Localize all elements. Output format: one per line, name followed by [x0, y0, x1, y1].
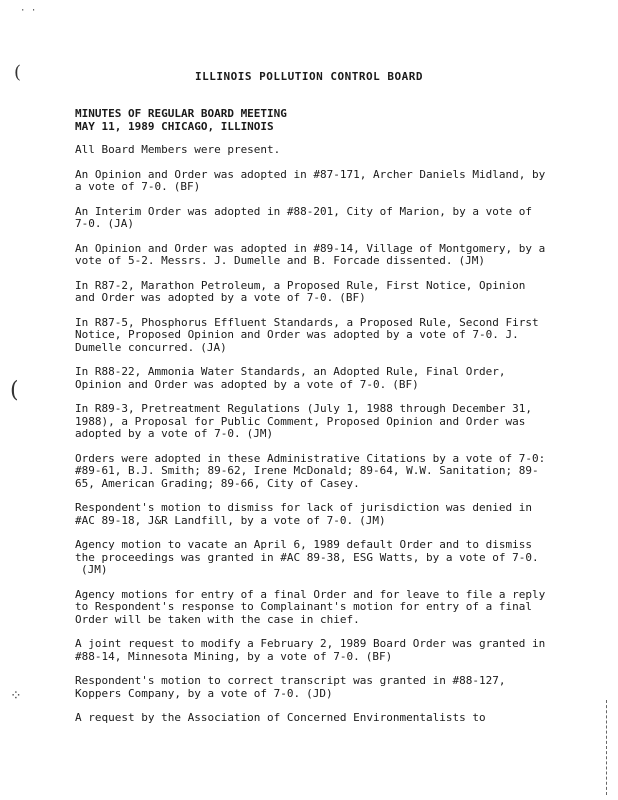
board-header: ILLINOIS POLLUTION CONTROL BOARD [195, 70, 423, 83]
paragraph-text: An Opinion and Order was adopted in #89-14, Village of Montgomery, by a vote of 5-2. Messrs. J. Dumelle and B. Forcade dissented. [75, 241, 546, 267]
paragraph-text: Agency motion to vacate an April 6, 1989 default Order and to dismiss the proceedings was granted in #AC 89-38, ESG Watts, by a vote of 7-0. [75, 538, 539, 564]
paragraph-initials: (JM) [458, 254, 485, 267]
minutes-paragraph [75, 169, 550, 194]
minutes-paragraph [75, 243, 550, 268]
minutes-paragraph [75, 317, 550, 355]
minutes-title-line1: MINUTES OF REGULAR BOARD MEETING [75, 107, 287, 120]
paragraph-text: Respondent's motion to dismiss for lack of jurisdiction was denied in #AC 89-18, J&R Landfill, by a vote of 7-0. [75, 501, 532, 527]
paragraph-initials: (BF) [339, 291, 366, 304]
minutes-paragraph [75, 712, 550, 725]
paragraph-text: In R87-2, Marathon Petroleum, a Proposed Rule, First Notice, Opinion and Order was adopted by a vote of 7-0. [75, 278, 526, 304]
scan-speck-top: · · [20, 6, 37, 16]
minutes-paragraph [75, 206, 550, 231]
paragraph-initials: (JM) [81, 563, 108, 576]
paragraph-text: All Board Members were present. [75, 143, 281, 156]
minutes-title-line2: MAY 11, 1989 CHICAGO, ILLINOIS [75, 120, 274, 133]
minutes-paragraph [75, 675, 550, 700]
minutes-paragraph [75, 366, 550, 391]
minutes-paragraph [75, 280, 550, 305]
paragraph-text: Agency motions for entry of a final Order and for leave to file a reply to Respondent's response to Complainant's motion for entry of a final Order will be taken with the case in chief. [75, 587, 546, 626]
minutes-paragraph [75, 638, 550, 663]
minutes-body [75, 144, 550, 737]
paragraph-text: In R88-22, Ammonia Water Standards, an Adopted Rule, Final Order, Opinion and Order was adopted by a vote of 7-0. [75, 365, 506, 391]
paragraph-text: A request by the Association of Concerned Environmentalists to [75, 711, 486, 724]
paragraph-text: In R89-3, Pretreatment Regulations (July 1, 1988 through December 31, 1988), a Proposal for Public Comment, Proposed Opinion and Order was adopted by a vote of 7-0. [75, 402, 532, 440]
paragraph-initials: (BF) [392, 377, 419, 391]
minutes-paragraph [75, 403, 550, 441]
minutes-paragraph [75, 589, 550, 627]
minutes-paragraph [75, 144, 550, 157]
paragraph-initials: (JA) [200, 340, 227, 354]
paragraph-text: In R87-5, Phosphorus Effluent Standards, a Proposed Rule, Second First Notice, Proposed Opinion and Order was adopted by a vote of 7-0. J. Dumelle concurred. [75, 315, 539, 354]
minutes-paragraph [75, 539, 550, 577]
paragraph-initials: (BF) [173, 180, 201, 193]
paragraph-initials: (JD) [306, 686, 333, 700]
paragraph-text: A joint request to modify a February 2, 1989 Board Order was granted in #88-14, Minnesota Mining, by a vote of 7-0. [75, 637, 546, 663]
scan-speck-bottom: ⁘ [10, 688, 22, 704]
minutes-paragraph [75, 502, 550, 527]
paragraph-initials: (BF) [365, 649, 393, 663]
margin-mark-middle: ( [10, 378, 19, 403]
minutes-title [75, 107, 287, 133]
paragraph-text: Respondent's motion to correct transcript was granted in #88-127, Koppers Company, by a vote of 7-0. [75, 674, 506, 700]
scan-edge-line [606, 700, 608, 795]
minutes-paragraph [75, 453, 550, 491]
paragraph-initials: (JM) [246, 427, 274, 440]
paragraph-text: Orders were adopted in these Administrative Citations by a vote of 7-0: #89-61, B.J. Smith; 89-62, Irene McDonald; 89-64, W.W. Sanitation; 89-65, American Grading; 89-66, City of Casey. [75, 451, 546, 490]
margin-mark-top: ( [14, 62, 22, 83]
paragraph-text: An Opinion and Order was adopted in #87-171, Archer Daniels Midland, by a vote of 7-0. [75, 167, 546, 193]
paragraph-initials: (JM) [359, 513, 386, 527]
paragraph-text: An Interim Order was adopted in #88-201, City of Marion, by a vote of 7-0. [75, 204, 532, 230]
paragraph-initials: (JA) [107, 217, 134, 230]
